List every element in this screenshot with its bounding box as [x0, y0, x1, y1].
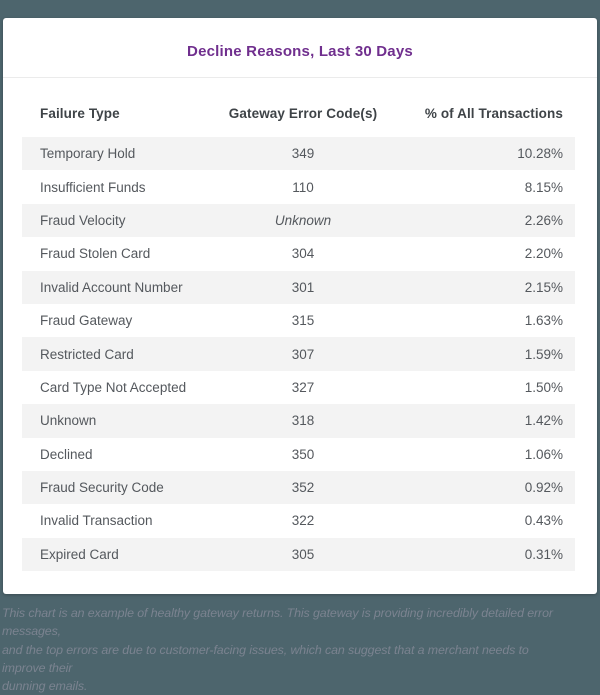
- table-row: [22, 404, 575, 437]
- error-code-cell: Unknown: [274, 212, 332, 228]
- table-row: [22, 504, 575, 537]
- caption-line: This chart is an example of healthy gateway returns. This gateway is providing incredibly detailed error messages,: [2, 606, 553, 639]
- col-header-gateway-error-codes: Gateway Error Code(s): [228, 106, 378, 121]
- failure-type-cell: Restricted Card: [40, 346, 134, 362]
- failure-type-cell: Declined: [40, 446, 93, 462]
- table-row: [22, 337, 575, 370]
- error-code-cell: 304: [291, 246, 315, 262]
- error-code-cell: 352: [291, 480, 315, 496]
- caption-text: [2, 604, 562, 695]
- failure-type-cell: Unknown: [40, 413, 97, 429]
- failure-type-cell: Temporary Hold: [40, 146, 136, 162]
- pct-cell: 2.15%: [524, 279, 563, 295]
- pct-cell: 1.42%: [524, 413, 563, 429]
- failure-type-cell: Expired Card: [40, 546, 119, 562]
- error-code-cell: 301: [291, 279, 315, 295]
- failure-type-cell: Card Type Not Accepted: [40, 379, 187, 395]
- table-row: [22, 137, 575, 170]
- table-header-row: [22, 78, 575, 137]
- pct-cell: 1.50%: [524, 379, 563, 395]
- failure-type-cell: Fraud Security Code: [40, 480, 164, 496]
- error-code-cell: 315: [291, 313, 315, 329]
- table-row: [22, 371, 575, 404]
- error-code-cell: 110: [292, 179, 314, 195]
- card-title: Decline Reasons, Last 30 Days: [187, 43, 413, 60]
- pct-cell: 1.06%: [524, 446, 563, 462]
- decline-table: [3, 78, 597, 571]
- pct-cell: 0.43%: [524, 513, 563, 529]
- table-row: [22, 271, 575, 304]
- pct-cell: 0.31%: [524, 546, 563, 562]
- failure-type-cell: Fraud Velocity: [40, 212, 126, 228]
- pct-cell: 2.26%: [524, 212, 563, 228]
- error-code-cell: 349: [291, 146, 315, 162]
- error-code-cell: 307: [291, 346, 315, 362]
- col-header-pct-transactions: % of All Transactions: [424, 106, 563, 121]
- caption-line: dunning emails.: [2, 679, 88, 694]
- table-row: [22, 304, 575, 337]
- caption-line: and the top errors are due to customer-facing issues, which can suggest that a merchant needs to improve their: [2, 642, 529, 675]
- table-row: [22, 237, 575, 270]
- table-row: [22, 438, 575, 471]
- table-row: [22, 538, 575, 571]
- col-header-failure-type: Failure Type: [40, 106, 120, 121]
- failure-type-cell: Fraud Stolen Card: [40, 246, 151, 262]
- decline-reasons-card: [3, 18, 597, 594]
- failure-type-cell: Invalid Transaction: [40, 513, 153, 529]
- error-code-cell: 322: [291, 513, 315, 529]
- table-row: [22, 471, 575, 504]
- footer-caption-area: [0, 594, 600, 694]
- pct-cell: 0.92%: [524, 480, 563, 496]
- failure-type-cell: Insufficient Funds: [40, 179, 146, 195]
- table-row: [22, 204, 575, 237]
- pct-cell: 2.20%: [524, 246, 563, 262]
- pct-cell: 1.63%: [524, 313, 563, 329]
- error-code-cell: 350: [291, 446, 315, 462]
- table-row: [22, 170, 575, 203]
- pct-cell: 8.15%: [524, 179, 563, 195]
- pct-cell: 1.59%: [524, 346, 563, 362]
- error-code-cell: 327: [291, 379, 315, 395]
- error-code-cell: 318: [291, 413, 315, 429]
- failure-type-cell: Invalid Account Number: [40, 279, 183, 295]
- table-body: [3, 137, 597, 571]
- pct-cell: 10.28%: [517, 146, 563, 162]
- error-code-cell: 305: [291, 546, 315, 562]
- failure-type-cell: Fraud Gateway: [40, 313, 133, 329]
